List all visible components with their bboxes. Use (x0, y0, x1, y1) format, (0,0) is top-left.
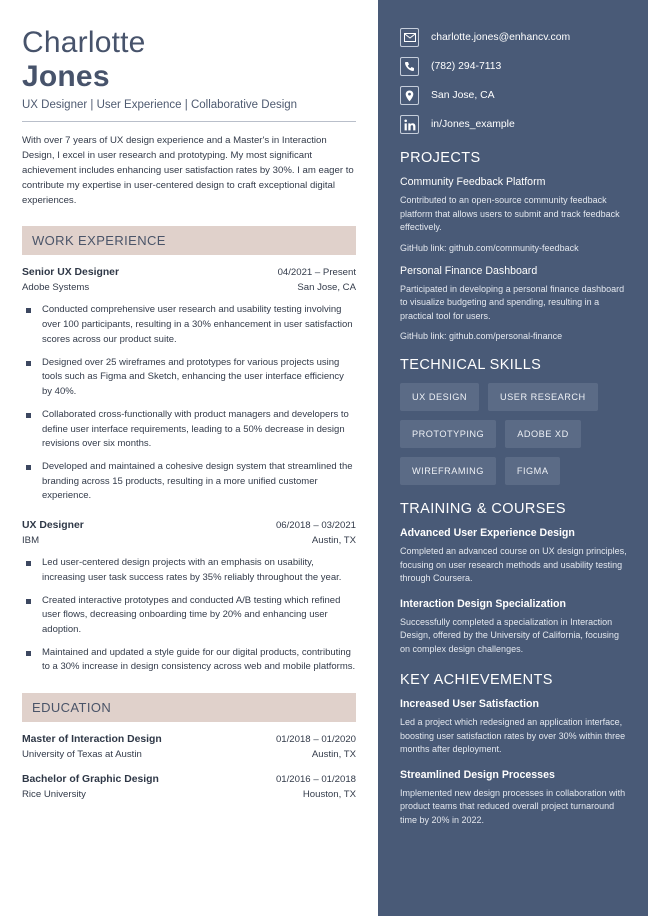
project-link[interactable]: GitHub link: github.com/community-feedback (400, 242, 579, 253)
project-title: Personal Finance Dashboard (400, 264, 538, 277)
section-heading-technical-skills: TECHNICAL SKILLS (400, 357, 542, 373)
education-entry (22, 774, 356, 800)
experience-subheader (22, 282, 356, 293)
experience-entry (22, 520, 356, 675)
list-item: Collaborated cross-functionally with product managers and developers to define user interface requirements, leading to a 50% decrease in design revisions over six months. (22, 408, 356, 452)
contact-linkedin[interactable] (400, 115, 628, 134)
training-body: Completed an advanced course on UX design principles, focusing on user research methods and usability testing through Coursera. (400, 546, 627, 583)
experience-role: Senior UX Designer (22, 267, 120, 279)
experience-dates: 04/2021 – Present (277, 267, 356, 279)
experience-dates: 06/2018 – 03/2021 (275, 520, 356, 532)
list-item: Led user-centered design projects with an emphasis on usability, increasing user task success rates by 35% reliably throughout the year. (22, 556, 356, 585)
experience-subheader (22, 535, 356, 546)
experience-entry (22, 267, 356, 504)
contact-location[interactable] (400, 86, 628, 105)
list-item: Created interactive prototypes and conducted A/B testing which refined user flows, decreasing onboarding time by 20% and enhancing user adoption. (22, 594, 356, 638)
training-entry (400, 598, 628, 657)
skill-chip: ADOBE XD (505, 420, 580, 448)
section-heading-key-achievements: KEY ACHIEVEMENTS (400, 672, 553, 688)
skill-chip: FIGMA (505, 457, 561, 485)
linkedin-icon (400, 115, 419, 134)
experience-role: UX Designer (22, 520, 84, 532)
page-title (22, 26, 356, 93)
experience-company: Adobe Systems (22, 282, 90, 294)
section-heading-work-experience: WORK EXPERIENCE (22, 226, 356, 255)
skill-chip: USER RESEARCH (488, 383, 598, 411)
education-header (22, 774, 356, 785)
education-dates: 01/2016 – 01/2018 (275, 774, 356, 786)
project-body: Participated in developing a personal finance dashboard to visualize budgeting and spending, resulting in a practical tool for users. (400, 283, 625, 321)
project-title: Community Feedback Platform (400, 176, 546, 188)
training-body: Successfully completed a specialization in Interaction Design, offered by the University of California, focusing on complex design challenges. (400, 616, 619, 654)
contact-location-value: San Jose, CA (431, 90, 495, 101)
phone-icon (400, 57, 419, 76)
project-entry (400, 176, 628, 253)
list-item: Developed and maintained a cohesive design system that streamlined the branding across 15 products, resulting in a more unified customer experience. (22, 460, 356, 504)
project-entry (400, 265, 628, 342)
section-heading-projects: PROJECTS (400, 150, 481, 166)
achievement-entry (400, 698, 628, 757)
experience-header (22, 520, 356, 531)
contact-linkedin-value: in/Jones_example (431, 119, 515, 130)
training-title: Advanced User Experience Design (400, 527, 575, 539)
project-link[interactable]: GitHub link: github.com/personal-finance (400, 331, 563, 341)
professional-title: UX Designer | User Experience | Collaborative Design (22, 99, 356, 122)
contact-email-value: charlotte.jones@enhancv.com (431, 32, 571, 43)
project-body: Contributed to an open-source community feedback platform that allows users to submit and track feedback effectively. (400, 195, 620, 232)
skills-chip-group (400, 383, 628, 485)
contact-email[interactable] (400, 28, 628, 47)
education-header (22, 734, 356, 745)
education-location: Houston, TX (302, 789, 356, 801)
experience-company: IBM (22, 535, 40, 547)
training-entry (400, 527, 628, 586)
section-heading-training: TRAINING & COURSES (400, 501, 566, 517)
first-name: Charlotte (22, 26, 146, 59)
education-degree: Bachelor of Graphic Design (22, 774, 159, 786)
location-pin-icon (400, 86, 419, 105)
education-school: University of Texas at Austin (22, 749, 142, 761)
experience-location: Austin, TX (311, 535, 356, 547)
achievement-title: Increased User Satisfaction (400, 698, 539, 710)
education-dates: 01/2018 – 01/2020 (275, 734, 356, 746)
last-name: Jones (22, 59, 110, 93)
training-title: Interaction Design Specialization (400, 597, 567, 610)
experience-header (22, 267, 356, 278)
experience-location: San Jose, CA (297, 282, 356, 294)
list-item: Maintained and updated a style guide for our digital products, contributing to a 30% increase in design consistency across web and mobile platforms. (22, 646, 356, 675)
section-heading-education: EDUCATION (22, 693, 356, 722)
experience-bullet-list (22, 303, 356, 504)
achievement-title: Streamlined Design Processes (400, 768, 555, 781)
experience-bullet-list (22, 556, 356, 675)
education-school: Rice University (22, 789, 86, 801)
contact-phone[interactable] (400, 57, 628, 76)
education-entry (22, 734, 356, 760)
education-subheader (22, 789, 356, 800)
skill-chip: PROTOTYPING (400, 420, 496, 448)
skill-chip: UX DESIGN (400, 383, 479, 411)
education-location: Austin, TX (311, 749, 356, 761)
list-item: Designed over 25 wireframes and prototypes for various projects using tools such as Figma and Sketch, enhancing the user interface efficiency by 40%. (22, 356, 356, 400)
sidebar (378, 0, 648, 916)
achievement-body: Implemented new design processes in collaboration with product teams that reduced overall project turnaround time by 20% in 2022. (400, 787, 626, 825)
skill-chip: WIREFRAMING (400, 457, 496, 485)
envelope-icon (400, 28, 419, 47)
education-subheader (22, 749, 356, 760)
summary-paragraph: With over 7 years of UX design experience and a Master's in Interaction Design, I excel in user research and prototyping. My most significant achievement includes enhancing user satisfaction rates by 30%. I am eager to contribute my expertise in user-centered design to craft exceptional digital experiences. (22, 135, 354, 206)
achievement-body: Led a project which redesigned an application interface, boosting user satisfaction rates by over 30% within three months after deployment. (400, 717, 626, 754)
list-item: Conducted comprehensive user research and usability testing involving over 100 participants, resulting in a 30% enhancement in user satisfaction scores across our product suite. (22, 303, 356, 347)
achievement-entry (400, 769, 628, 828)
contact-phone-value: (782) 294-7113 (431, 61, 502, 72)
education-degree: Master of Interaction Design (22, 734, 162, 746)
